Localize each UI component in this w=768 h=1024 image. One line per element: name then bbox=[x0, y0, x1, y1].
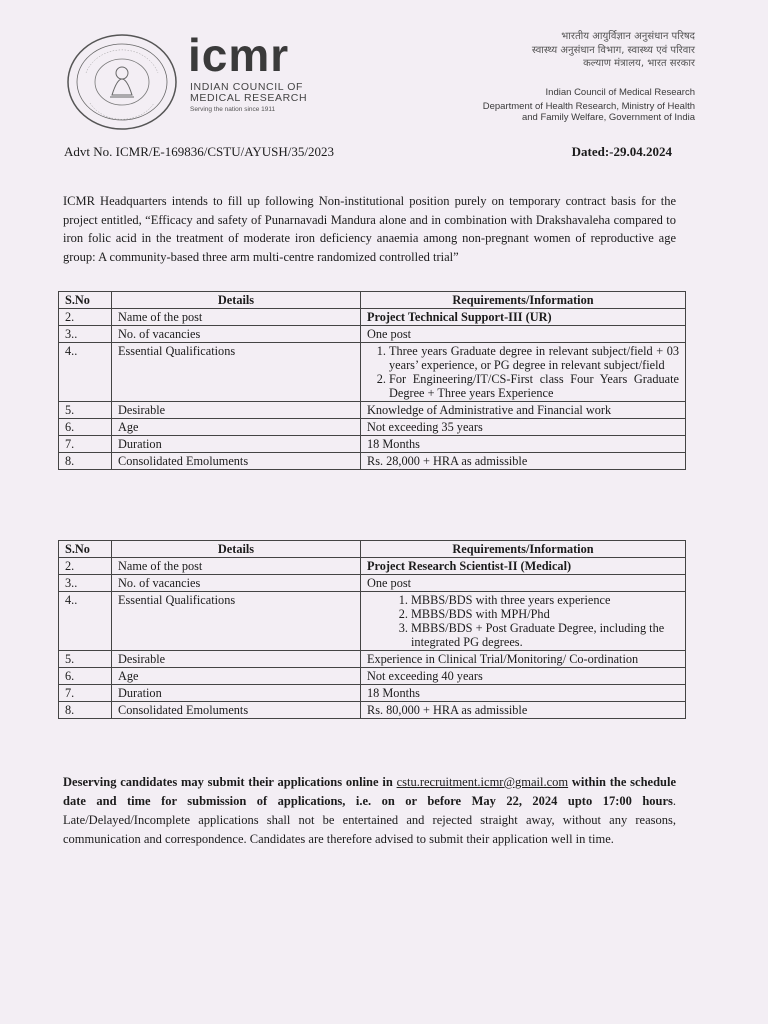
list-item: 3. MBBS/BDS + Post Graduate Degree, including the integrated PG degrees. bbox=[411, 621, 679, 649]
row-value: Rs. 28,000 + HRA as admissible bbox=[361, 453, 686, 470]
closing-part-3: . Late/Delayed/Incomplete applications shall not be entertained and rejected straight away, without any reasons, communication and correspondence. Candidates are therefore advised to submit their application well in time. bbox=[63, 794, 677, 846]
table-row bbox=[59, 558, 686, 575]
logo-line-2: MEDICAL RESEARCH bbox=[190, 92, 308, 104]
table-row bbox=[59, 668, 686, 685]
dept-line-2: and Family Welfare, Government of India bbox=[521, 112, 695, 123]
row-value: Not exceeding 35 years bbox=[361, 419, 686, 436]
row-detail: No. of vacancies bbox=[112, 575, 361, 592]
table-row bbox=[59, 326, 686, 343]
closing-part-2: within the schedule date and time for submission of applications, i.e. on or before bbox=[63, 775, 676, 808]
hindi-dept-line-1: स्वास्थ्य अनुसंधान विभाग, स्वास्थ्य एवं परिवार bbox=[531, 45, 695, 56]
row-value: Experience in Clinical Trial/Monitoring/ Co-ordination bbox=[361, 651, 686, 668]
header-sno: S.No bbox=[59, 292, 112, 309]
row-sno: 7. bbox=[59, 436, 112, 453]
row-detail: Name of the post bbox=[112, 309, 361, 326]
hindi-org-name: भारतीय आयुर्विज्ञान अनुसंधान परिषद bbox=[561, 31, 695, 42]
row-sno: 3.. bbox=[59, 326, 112, 343]
header-details: Details bbox=[112, 292, 361, 309]
row-sno: 4.. bbox=[59, 343, 112, 402]
row-value: 18 Months bbox=[361, 436, 686, 453]
header-details: Details bbox=[112, 541, 361, 558]
row-sno: 2. bbox=[59, 309, 112, 326]
position-table-1 bbox=[58, 291, 686, 470]
header-requirements: Requirements/Information bbox=[361, 292, 686, 309]
list-item: 1. MBBS/BDS with three years experience bbox=[411, 593, 679, 607]
row-sno: 3.. bbox=[59, 575, 112, 592]
logo-line-1: INDIAN COUNCIL OF bbox=[190, 81, 304, 93]
row-detail: Consolidated Emoluments bbox=[112, 702, 361, 719]
list-item: 2. For Engineering/IT/CS-First class Four Years Graduate Degree + Three years Experience bbox=[389, 372, 679, 400]
advertisement-number: Advt No. ICMR/E-169836/CSTU/AYUSH/35/2023 bbox=[64, 144, 335, 159]
row-sno: 8. bbox=[59, 702, 112, 719]
closing-paragraph bbox=[63, 773, 676, 849]
row-sno: 5. bbox=[59, 402, 112, 419]
row-detail: Age bbox=[112, 419, 361, 436]
row-value: Rs. 80,000 + HRA as admissible bbox=[361, 702, 686, 719]
header-requirements: Requirements/Information bbox=[361, 541, 686, 558]
table-row bbox=[59, 436, 686, 453]
row-sno: 4.. bbox=[59, 592, 112, 651]
table-row bbox=[59, 651, 686, 668]
table-row bbox=[59, 402, 686, 419]
qualifications-list bbox=[367, 344, 679, 400]
qualifications-list bbox=[367, 593, 679, 649]
row-detail: Duration bbox=[112, 436, 361, 453]
row-value: Project Technical Support-III (UR) bbox=[361, 309, 686, 326]
intro-paragraph: ICMR Headquarters intends to fill up following Non-institutional position purely on temporary contract basis for the project entitled, “Efficacy and safety of Punarnavadi Mandura alone and in combination with Drakshavaleha compared to iron folic acid in the treatment of moderate iron deficiency anaemia among non-pregnant women of reproductive age group: A community-based three arm multi-centre randomized controlled trial” bbox=[63, 194, 676, 264]
row-value: Not exceeding 40 years bbox=[361, 668, 686, 685]
row-value: Knowledge of Administrative and Financial work bbox=[361, 402, 686, 419]
advertisement-date: Dated:-29.04.2024 bbox=[571, 144, 672, 159]
row-sno: 5. bbox=[59, 651, 112, 668]
row-sno: 6. bbox=[59, 419, 112, 436]
header-sno: S.No bbox=[59, 541, 112, 558]
table-row bbox=[59, 592, 686, 651]
application-deadline: May 22, 2024 upto 17:00 hours bbox=[471, 794, 673, 808]
row-value: One post bbox=[361, 575, 686, 592]
list-item: 1. Three years Graduate degree in relevant subject/field + 03 years’ experience, or PG degree in relevant subject/field bbox=[389, 344, 679, 372]
table-row bbox=[59, 419, 686, 436]
table-row bbox=[59, 453, 686, 470]
row-sno: 8. bbox=[59, 453, 112, 470]
table-header-row bbox=[59, 541, 686, 558]
table-row bbox=[59, 309, 686, 326]
dept-line-1: Department of Health Research, Ministry of Health bbox=[482, 101, 695, 112]
table-header-row bbox=[59, 292, 686, 309]
list-item: 2. MBBS/BDS with MPH/Phd bbox=[411, 607, 679, 621]
logo-tagline: Serving the nation since 1911 bbox=[190, 106, 276, 113]
row-value: Project Research Scientist-II (Medical) bbox=[361, 558, 686, 575]
application-email-link[interactable]: cstu.recruitment.icmr@gmail.com bbox=[396, 775, 569, 789]
row-detail: Age bbox=[112, 668, 361, 685]
icmr-seal-icon bbox=[66, 33, 178, 131]
row-detail: Essential Qualifications bbox=[112, 343, 361, 402]
table-row bbox=[59, 702, 686, 719]
icmr-logo-wordmark: icmr bbox=[188, 29, 290, 81]
hindi-dept-line-2: कल्याण मंत्रालय, भारत सरकार bbox=[583, 58, 695, 69]
row-detail: Desirable bbox=[112, 402, 361, 419]
row-sno: 7. bbox=[59, 685, 112, 702]
row-sno: 2. bbox=[59, 558, 112, 575]
row-detail: Desirable bbox=[112, 651, 361, 668]
row-value: 18 Months bbox=[361, 685, 686, 702]
org-name: Indian Council of Medical Research bbox=[545, 87, 695, 98]
qualifications-cell bbox=[361, 343, 686, 402]
row-detail: Essential Qualifications bbox=[112, 592, 361, 651]
row-sno: 6. bbox=[59, 668, 112, 685]
row-value: One post bbox=[361, 326, 686, 343]
table-row bbox=[59, 575, 686, 592]
qualifications-cell bbox=[361, 592, 686, 651]
row-detail: Duration bbox=[112, 685, 361, 702]
table-row bbox=[59, 685, 686, 702]
row-detail: Name of the post bbox=[112, 558, 361, 575]
row-detail: Consolidated Emoluments bbox=[112, 453, 361, 470]
row-detail: No. of vacancies bbox=[112, 326, 361, 343]
position-table-2 bbox=[58, 540, 686, 719]
table-row bbox=[59, 343, 686, 402]
closing-part-1: Deserving candidates may submit their applications online in bbox=[63, 775, 397, 789]
